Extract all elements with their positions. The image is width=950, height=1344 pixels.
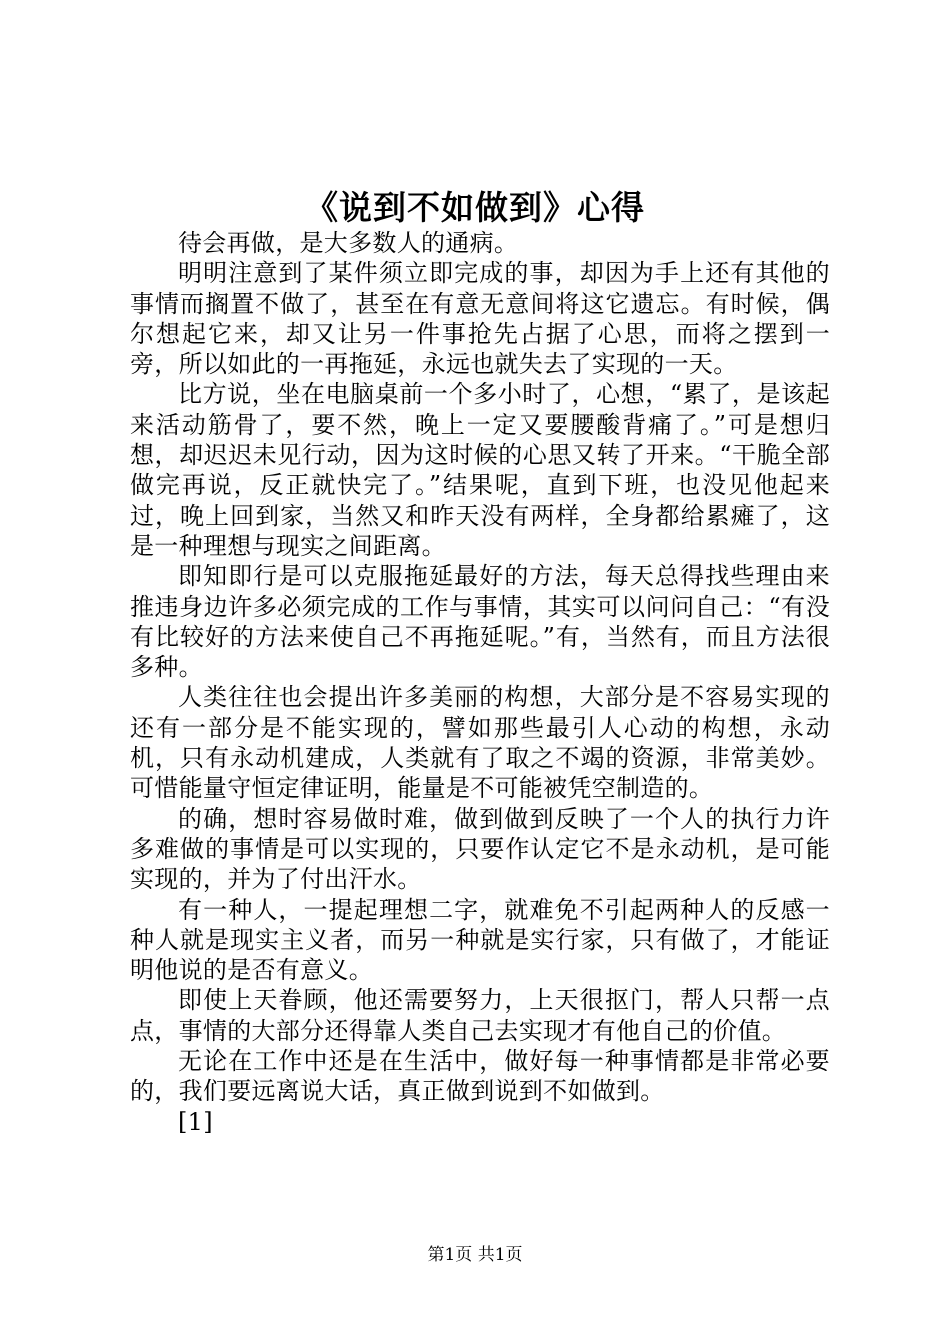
- page-footer: 第1页 共1页: [427, 1245, 523, 1265]
- document-body: [130, 228, 830, 1137]
- document-title: 《说到不如做到》心得: [305, 188, 645, 227]
- paragraph-3: 比方说，坐在电脑桌前一个多小时了，心想，“累了，是该起来活动筋骨了，要不然，晚上一定又要腰酸背痛了。”可是想归想，却迟迟未见行动，因为这时候的心思又转了开来。“干脆全部做完再说，反正就快完了。”结果呢，直到下班，也没见他起来过，晚上回到家，当然又和昨天没有两样，全身都给累瘫了，这是一种理想与现实之间距离。: [130, 380, 830, 560]
- reference-marker: [1]: [178, 1107, 213, 1136]
- paragraph-9: 无论在工作中还是在生活中，做好每一种事情都是非常必要的，我们要远离说大话，真正做到说到不如做到。: [130, 1047, 830, 1106]
- paragraph-7: 有一种人，一提起理想二字，就难免不引起两种人的反感一种人就是现实主义者，而另一种就是实行家，只有做了，才能证明他说的是否有意义。: [130, 895, 830, 985]
- paragraph-1: 待会再做，是大多数人的通病。: [178, 229, 519, 257]
- paragraph-6: 的确，想时容易做时难，做到做到反映了一个人的执行力许多难做的事情是可以实现的，只要作认定它不是永动机，是可能实现的，并为了付出汗水。: [130, 804, 830, 894]
- paragraph-8: 即使上天眷顾，他还需要努力，上天很抠门，帮人只帮一点点，事情的大部分还得靠人类自己去实现才有他自己的价值。: [130, 986, 830, 1045]
- paragraph-5: 人类往往也会提出许多美丽的构想，大部分是不容易实现的还有一部分是不能实现的，譬如那些最引人心动的构想，永动机，只有永动机建成，人类就有了取之不竭的资源，非常美妙。可惜能量守恒定律证明，能量是不可能被凭空制造的。: [130, 683, 830, 803]
- paragraph-4: 即知即行是可以克服拖延最好的方法，每天总得找些理由来推违身边许多必须完成的工作与事情，其实可以问问自己：“有没有比较好的方法来使自己不再拖延呢。”有，当然有，而且方法很多种。: [130, 562, 830, 682]
- paragraph-2: 明明注意到了某件须立即完成的事，却因为手上还有其他的事情而搁置不做了，甚至在有意无意间将这它遗忘。有时候，偶尔想起它来，却又让另一件事抢先占据了心思，而将之摆到一旁，所以如此的一再拖延，永远也就失去了实现的一天。: [130, 259, 830, 379]
